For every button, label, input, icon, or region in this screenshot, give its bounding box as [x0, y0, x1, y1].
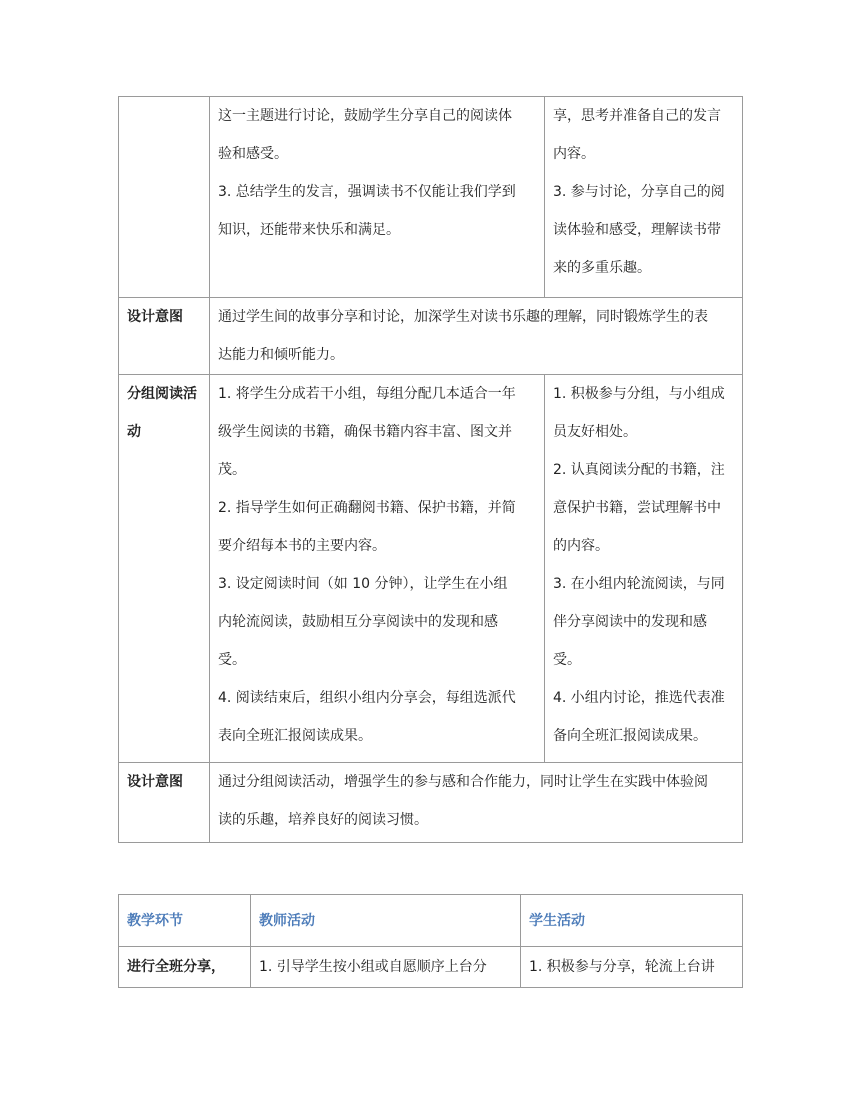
text-line: 享，思考并准备自己的发言	[553, 108, 721, 124]
text-line: 达能力和倾听能力。	[218, 347, 344, 363]
text-line: 要介绍每本书的主要内容。	[218, 538, 386, 554]
design-intent-label	[119, 298, 210, 375]
design-intent-label	[119, 763, 210, 843]
table-row	[119, 298, 743, 375]
text-line: 1. 将学生分成若干小组，每组分配几本适合一年	[218, 386, 516, 402]
text-line: 内轮流阅读，鼓励相互分享阅读中的发现和感	[218, 614, 498, 630]
text-line: 1. 积极参与分组，与小组成	[553, 386, 725, 402]
text-line: 读的乐趣，培养良好的阅读习惯。	[218, 812, 428, 828]
text-line: 员友好相处。	[553, 424, 637, 440]
text-line: 通过分组阅读活动，增强学生的参与感和合作能力，同时让学生在实践中体验阅	[218, 774, 708, 790]
student-activity-cell	[545, 375, 743, 763]
text-line: 知识，还能带来快乐和满足。	[218, 222, 400, 238]
text-line: 内容。	[553, 146, 595, 162]
text-line: 3. 设定阅读时间（如 10 分钟），让学生在小组	[218, 576, 508, 592]
teacher-activity-cell	[210, 97, 545, 298]
table-row	[119, 763, 743, 843]
text-line: 2. 指导学生如何正确翻阅书籍、保护书籍，并简	[218, 500, 516, 516]
label-line: 设计意图	[127, 774, 183, 790]
text-line: 备向全班汇报阅读成果。	[553, 728, 707, 744]
label-line: 分组阅读活	[127, 386, 197, 402]
step-label-cell	[119, 97, 210, 298]
text-line: 来的多重乐趣。	[553, 260, 651, 276]
student-activity-cell	[545, 97, 743, 298]
teacher-activity-cell	[210, 375, 545, 763]
text-line: 验和感受。	[218, 146, 288, 162]
text-line: 3. 总结学生的发言，强调读书不仅能让我们学到	[218, 184, 516, 200]
text-line: 受。	[218, 652, 246, 668]
text-line: 表向全班汇报阅读成果。	[218, 728, 372, 744]
design-intent-cell	[210, 298, 743, 375]
text-line: 读体验和感受，理解读书带	[553, 222, 721, 238]
teacher-activity-cell: 1. 引导学生按小组或自愿顺序上台分	[251, 947, 521, 988]
lesson-plan-table-2	[118, 894, 743, 988]
text-line: 级学生阅读的书籍，确保书籍内容丰富、图文并	[218, 424, 512, 440]
lesson-plan-table-1	[118, 96, 743, 843]
table-row	[119, 947, 743, 988]
header-student-activity: 学生活动	[521, 895, 743, 947]
text-line: 3. 在小组内轮流阅读，与同	[553, 576, 725, 592]
text-line: 3. 参与讨论，分享自己的阅	[553, 184, 725, 200]
step-label-cell	[119, 375, 210, 763]
text-line: 4. 小组内讨论，推选代表准	[553, 690, 725, 706]
step-label-cell: 进行全班分享，	[119, 947, 251, 988]
label-line: 设计意图	[127, 309, 183, 325]
table-row	[119, 97, 743, 298]
header-teacher-activity: 教师活动	[251, 895, 521, 947]
text-line: 这一主题进行讨论，鼓励学生分享自己的阅读体	[218, 108, 512, 124]
label-line: 动	[127, 424, 141, 440]
text-line: 2. 认真阅读分配的书籍，注	[553, 462, 725, 478]
text-line: 受。	[553, 652, 581, 668]
text-line: 伴分享阅读中的发现和感	[553, 614, 707, 630]
student-activity-cell: 1. 积极参与分享，轮流上台讲	[521, 947, 743, 988]
text-line: 的内容。	[553, 538, 609, 554]
text-line: 4. 阅读结束后，组织小组内分享会，每组选派代	[218, 690, 516, 706]
design-intent-cell	[210, 763, 743, 843]
text-line: 通过学生间的故事分享和讨论，加深学生对读书乐趣的理解，同时锻炼学生的表	[218, 309, 708, 325]
header-teaching-step: 教学环节	[119, 895, 251, 947]
table-row	[119, 375, 743, 763]
table-header-row	[119, 895, 743, 947]
text-line: 意保护书籍，尝试理解书中	[553, 500, 721, 516]
text-line: 茂。	[218, 462, 246, 478]
